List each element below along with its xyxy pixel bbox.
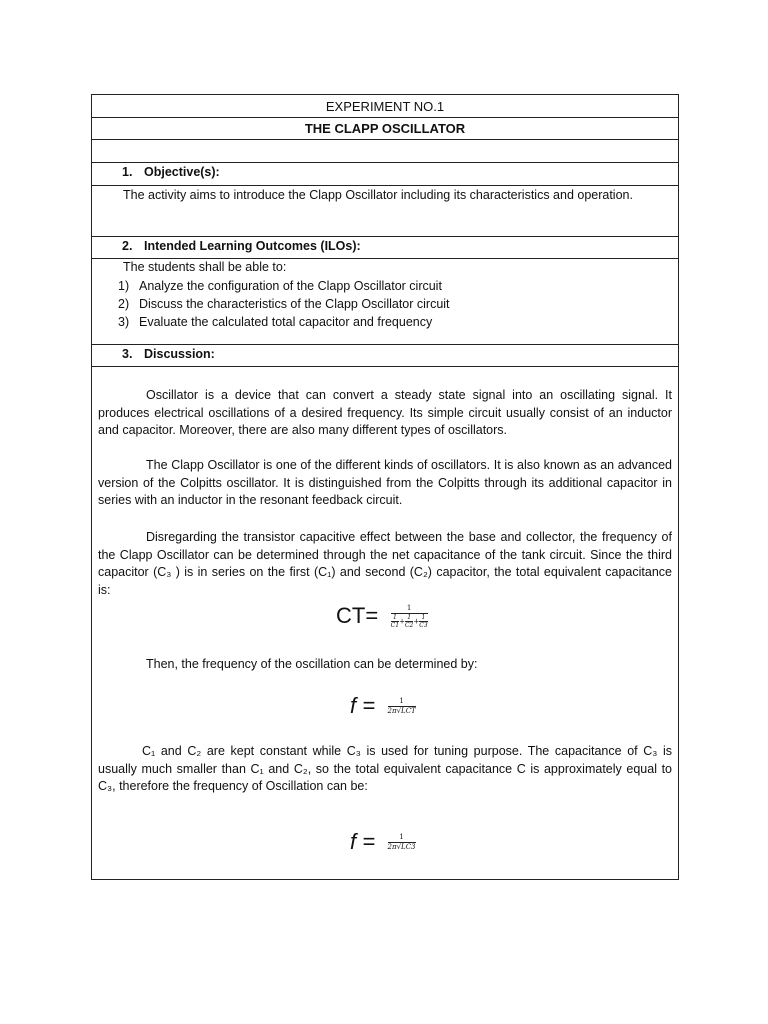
f-lhs: f = — [350, 693, 376, 718]
objective-heading-row — [92, 163, 678, 186]
f-lhs: f = — [350, 829, 376, 854]
discussion-heading: 3. Discussion: — [122, 347, 215, 361]
frequency-formula — [350, 693, 416, 719]
discussion-paragraph-4: Then, the frequency of the oscillation can be determined by: — [146, 657, 478, 671]
list-item: 3) Evaluate the calculated total capacitor and frequency — [118, 315, 433, 329]
discussion-heading-row — [92, 345, 678, 367]
f-approx-fraction: $\frac{1}{2\pi√LC3}$ — [387, 832, 416, 851]
list-item: 2) Discuss the characteristics of the Clapp Oscillator circuit — [118, 297, 450, 311]
experiment-number-row — [92, 95, 678, 118]
discussion-paragraph-3: Disregarding the transistor capacitive effect between the base and collector, the frequency of the Clapp Oscillator can be determined through the net capacitance of the tank circuit. Since the third capacitor (C₃ ) is in series on the first (C₁) and second (C₂) capacitor, the total equivalent capacitance is: — [98, 530, 672, 597]
ct-fraction: 1 $\frac{1}{C1}+$ $\frac{1}{C2}+$ $\frac{1}{C3}$ — [390, 603, 428, 629]
discussion-paragraph-5: C₁ and C₂ are kept constant while C₃ is used for tuning purpose. The capacitance of C₃ is usually much smaller than C₁ and C₂, so the total equivalent capacitance C is approximately equal to C₃, therefore the frequency of Oscillation can be: — [98, 744, 672, 793]
ilos-intro: The students shall be able to: — [123, 260, 287, 274]
blank-row — [92, 140, 678, 163]
approx-frequency-formula — [350, 829, 416, 855]
discussion-paragraph-2: The Clapp Oscillator is one of the different kinds of oscillators. It is also known as an advanced version of the Colpitts oscillator. It is distinguished from the Colpitts through its additional capacitor in series with an inductor in the resonant feedback circuit. — [98, 458, 672, 507]
f-fraction: $\frac{1}{\text{2π√LCT}}$ — [387, 696, 416, 715]
ct-lhs: CT= — [336, 603, 379, 628]
ilos-list — [118, 277, 450, 331]
ilos-heading: 2. Intended Learning Outcomes (ILOs): — [122, 239, 361, 253]
objective-heading: 1. Objective(s): — [122, 165, 220, 179]
discussion-paragraph-1: Oscillator is a device that can convert a steady state signal into an oscillating signal. It produces electrical oscillations of a desired frequency. Its simple circuit usually consist of an inductor and capacitor. Moreover, there are also many different types of oscillators. — [98, 388, 672, 437]
list-item: 1) Analyze the configuration of the Clapp Oscillator circuit — [118, 279, 442, 293]
ilos-body-row — [92, 259, 678, 345]
objective-text: The activity aims to introduce the Clapp Oscillator including its characteristics and operation. — [123, 188, 633, 202]
total-capacitance-formula — [336, 603, 428, 629]
ilos-heading-row — [92, 237, 678, 259]
experiment-number: EXPERIMENT NO.1 — [325, 99, 445, 114]
experiment-document — [91, 94, 679, 880]
document-title: THE CLAPP OSCILLATOR — [304, 121, 466, 136]
objective-body-row — [92, 186, 678, 237]
title-row — [92, 118, 678, 140]
